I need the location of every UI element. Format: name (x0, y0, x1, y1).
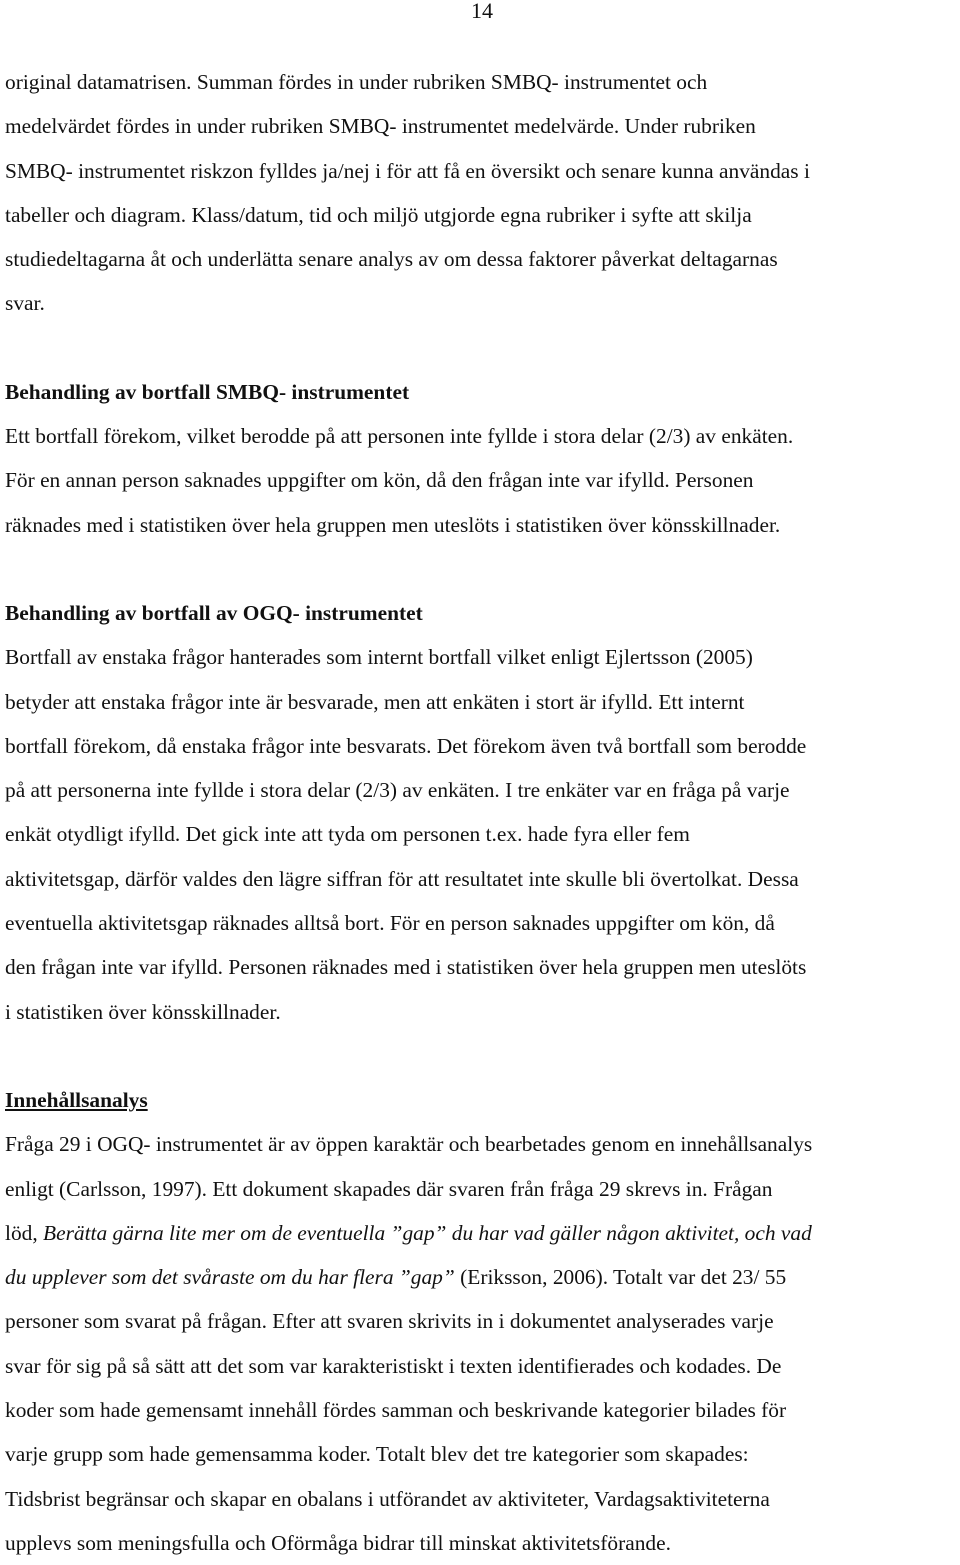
section-spacer (5, 326, 960, 370)
paragraph-line: Ett bortfall förekom, vilket berodde på att personen inte fyllde i stora delar (2/3) av enkäten. (5, 424, 794, 449)
paragraph-line: upplevs som meningsfulla och Oförmåga bidrar till minskat aktivitetsförande. (5, 1530, 671, 1555)
quoted-question-cont: du upplever som det svåraste om du har flera ”gap” (5, 1265, 455, 1290)
paragraph-line (5, 1211, 960, 1255)
paragraph-line: i statistiken över könsskillnader. (5, 999, 281, 1024)
section-heading-innehallsanalys: Innehållsanalys (5, 1087, 148, 1112)
page-number: 14 (471, 0, 493, 23)
paragraph-line: räknades med i statistiken över hela gruppen men uteslöts i statistiken över könsskillnader. (5, 512, 781, 537)
smbq-paragraph (5, 414, 960, 547)
paragraph-line: svar. (5, 291, 45, 316)
paragraph-line: enligt (Carlsson, 1997). Ett dokument skapades där svaren från fråga 29 skrevs in. Frågan (5, 1176, 773, 1201)
section-spacer (5, 1034, 960, 1078)
paragraph-line: aktivitetsgap, därför valdes den lägre siffran för att resultatet inte skulle bli övertolkat. Dessa (5, 866, 799, 891)
section-heading-ogq: Behandling av bortfall av OGQ- instrumentet (5, 600, 423, 625)
quoted-question: Berätta gärna lite mer om de eventuella ”gap” du har vad gäller någon aktivitet, och vad (43, 1220, 812, 1245)
intro-paragraph (5, 60, 960, 326)
paragraph-line: varje grupp som hade gemensamma koder. Totalt blev det tre kategorier som skapades: (5, 1442, 749, 1467)
paragraph-line: Bortfall av enstaka frågor hanterades som internt bortfall vilket enligt Ejlertsson (2005) (5, 645, 753, 670)
line-text: (Eriksson, 2006). Totalt var det 23/ 55 (454, 1265, 787, 1290)
paragraph-line: medelvärdet fördes in under rubriken SMBQ- instrumentet medelvärde. Under rubriken (5, 114, 756, 139)
paragraph-line: betyder att enstaka frågor inte är besvarade, men att enkäten i stort är ifylld. Ett internt (5, 689, 745, 714)
section-heading-smbq: Behandling av bortfall SMBQ- instrumentet (5, 379, 410, 404)
section-spacer (5, 547, 960, 591)
paragraph-line: svar för sig på så sätt att det som var karakteristiskt i texten identifierades och kodades. De (5, 1353, 782, 1378)
paragraph-line (5, 1255, 960, 1299)
paragraph-line: eventuella aktivitetsgap räknades alltså bort. För en person saknades uppgifter om kön, då (5, 911, 775, 936)
paragraph-line: på att personerna inte fyllde i stora delar (2/3) av enkäten. I tre enkäter var en fråga på varje (5, 778, 790, 803)
paragraph-line: Fråga 29 i OGQ- instrumentet är av öppen karaktär och bearbetades genom en innehållsanalys (5, 1132, 813, 1157)
innehallsanalys-paragraph (5, 1122, 960, 1565)
document-body (5, 60, 960, 1565)
paragraph-line: tabeller och diagram. Klass/datum, tid och miljö utgjorde egna rubriker i syfte att skilja (5, 202, 752, 227)
paragraph-line: enkät otydligt ifylld. Det gick inte att tyda om personen t.ex. hade fyra eller fem (5, 822, 690, 847)
line-text: löd, (5, 1220, 44, 1245)
paragraph-line: koder som hade gemensamt innehåll fördes samman och beskrivande kategorier bilades för (5, 1398, 787, 1423)
paragraph-line: original datamatrisen. Summan fördes in under rubriken SMBQ- instrumentet och (5, 70, 708, 94)
paragraph-line: bortfall förekom, då enstaka frågor inte besvarats. Det förekom även två bortfall som berodde (5, 733, 807, 758)
paragraph-line: För en annan person saknades uppgifter om kön, då den frågan inte var ifylld. Personen (5, 468, 754, 493)
paragraph-line: Tidsbrist begränsar och skapar en obalans i utförandet av aktiviteter, Vardagsaktiviteterna (5, 1486, 770, 1511)
paragraph-line: SMBQ- instrumentet riskzon fylldes ja/nej i för att få en översikt och senare kunna användas i (5, 158, 810, 183)
ogq-paragraph (5, 635, 960, 1034)
paragraph-line: den frågan inte var ifylld. Personen räknades med i statistiken över hela gruppen men uteslöts (5, 955, 807, 980)
paragraph-line: studiedeltagarna åt och underlätta senare analys av om dessa faktorer påverkat deltagarnas (5, 247, 778, 272)
paragraph-line: personer som svarat på frågan. Efter att svaren skrivits in i dokumentet analyserades varje (5, 1309, 774, 1334)
